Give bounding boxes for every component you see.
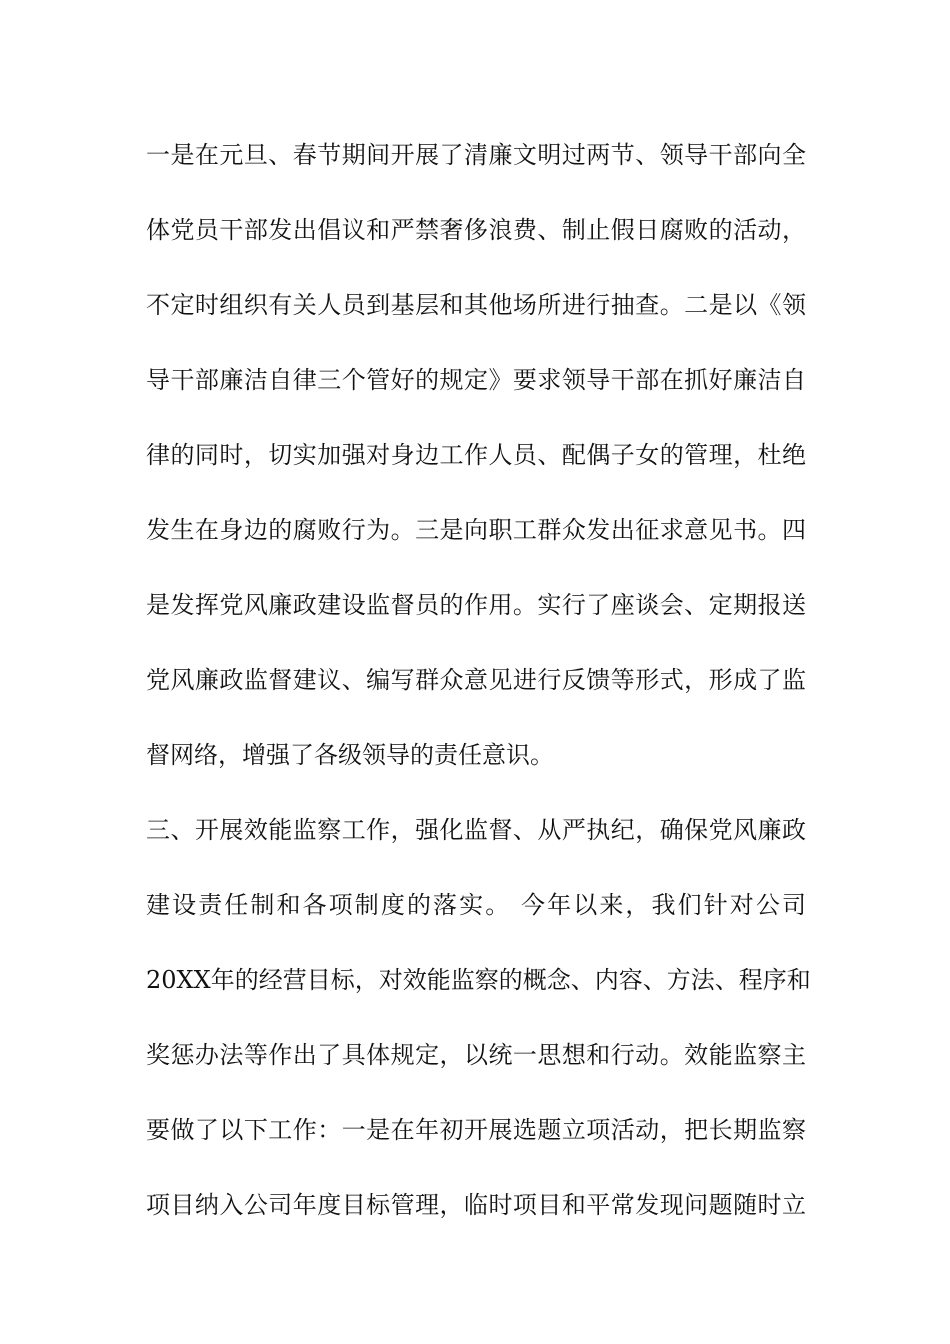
text-line: 项目纳入公司年度目标管理，临时项目和平常发现问题随时立 (146, 1191, 806, 1219)
text-line: 党风廉政监督建议、编写群众意见进行反馈等形式，形成了监 (146, 666, 806, 694)
text-line: 奖惩办法等作出了具体规定，以统一思想和行动。效能监察主 (146, 1041, 806, 1069)
text-line: 一是在元旦、春节期间开展了清廉文明过两节、领导干部向全 (146, 141, 806, 169)
text-line: 体党员干部发出倡议和严禁奢侈浪费、制止假日腐败的活动， (146, 216, 806, 244)
text-line: 不定时组织有关人员到基层和其他场所进行抽查。二是以《领 (146, 291, 806, 319)
text-line: 导干部廉洁自律三个管好的规定》要求领导干部在抓好廉洁自 (146, 366, 806, 394)
text-line: 要做了以下工作：一是在年初开展选题立项活动，把长期监察 (146, 1116, 806, 1144)
text-line: 20XX年的经营目标，对效能监察的概念、内容、方法、程序和 (146, 966, 811, 994)
text-line: 是发挥党风廉政建设监督员的作用。实行了座谈会、定期报送 (146, 591, 806, 619)
text-line: 督网络，增强了各级领导的责任意识。 (146, 741, 554, 769)
text-line: 律的同时，切实加强对身边工作人员、配偶子女的管理，杜绝 (146, 441, 806, 469)
text-line: 三、开展效能监察工作，强化监督、从严执纪，确保党风廉政 (146, 816, 806, 844)
text-line: 建设责任制和各项制度的落实。 今年以来，我们针对公司 (146, 891, 806, 919)
text-line: 发生在身边的腐败行为。三是向职工群众发出征求意见书。四 (146, 516, 806, 544)
